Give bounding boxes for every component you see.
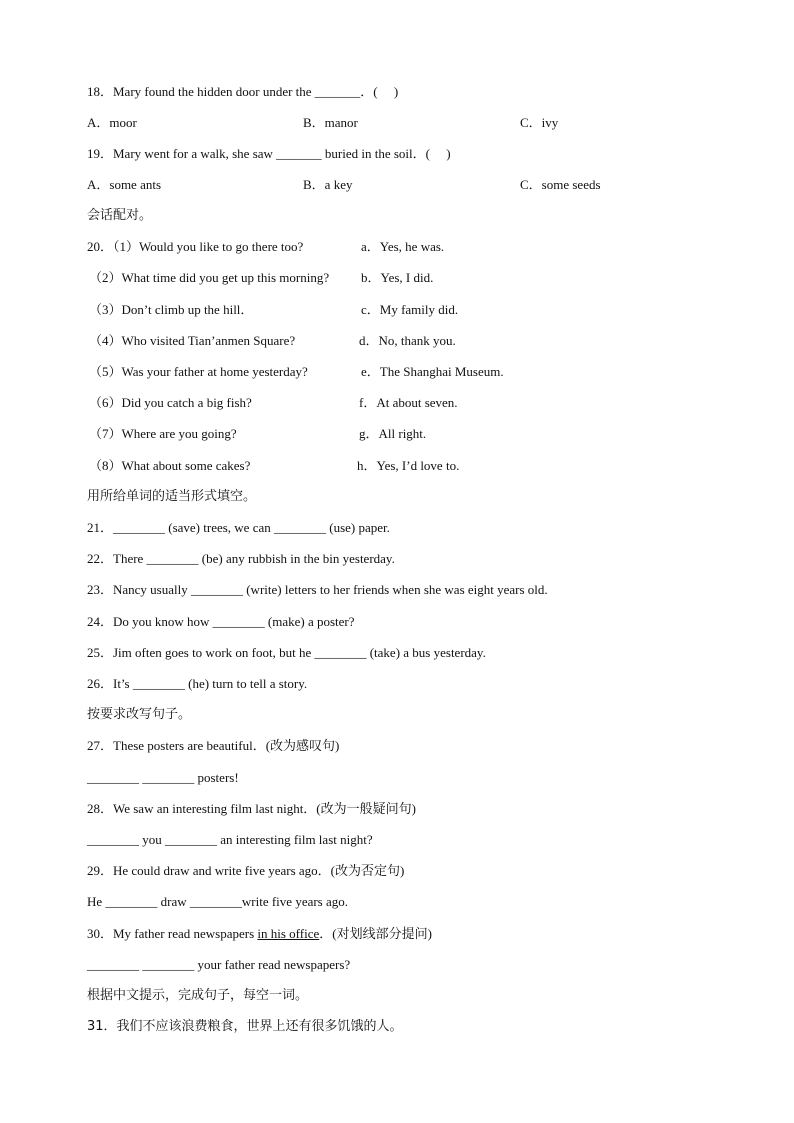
section-heading-complete: 根据中文提示，完成句子，每空一词。 xyxy=(87,988,309,1003)
question-27-answer: ________ ________ posters! xyxy=(87,770,239,785)
match-answer: g．All right. xyxy=(359,426,427,441)
section-heading-matching: 会话配对。 xyxy=(87,208,153,223)
question-28: 28．We saw an interesting film last night．(改为一般疑问句) xyxy=(87,801,416,816)
match-question: （2）What time did you get up this morning? xyxy=(89,270,330,285)
section-heading-fill-in: 用所给单词的适当形式填空。 xyxy=(87,489,257,504)
q18-option-b: B．manor xyxy=(303,115,358,130)
question-30 xyxy=(87,926,432,942)
section-heading-rewrite: 按要求改写句子。 xyxy=(87,707,192,722)
question-23: 23．Nancy usually ________ (write) letters to her friends when she was eight years old. xyxy=(87,582,548,597)
match-answer: f．At about seven. xyxy=(359,395,458,410)
question-29: 29．He could draw and write five years ago．(改为否定句) xyxy=(87,863,405,878)
q30-underlined-phrase: in his office xyxy=(257,926,320,941)
match-answer: a．Yes, he was. xyxy=(361,239,445,254)
match-question: （4）Who visited Tian’anmen Square? xyxy=(89,333,296,348)
question-26: 26．It’s ________ (he) turn to tell a story. xyxy=(87,676,308,691)
q30-instruction: ．(对划线部分提问) xyxy=(319,926,432,941)
q19-option-c: C．some seeds xyxy=(520,177,601,192)
match-question: （3）Don’t climb up the hill． xyxy=(89,302,254,317)
match-answer: d．No, thank you. xyxy=(359,333,456,348)
match-question: （8）What about some cakes? xyxy=(89,458,251,473)
question-18: 18．Mary found the hidden door under the _______．( ) xyxy=(87,84,399,99)
q30-text: 30．My father read newspapers xyxy=(87,926,258,941)
q18-option-a: A．moor xyxy=(87,115,137,130)
question-21: 21．________ (save) trees, we can ________ (use) paper. xyxy=(87,520,390,535)
match-answer: e．The Shanghai Museum. xyxy=(361,364,504,379)
match-answer: b．Yes, I did. xyxy=(361,270,434,285)
match-answer: c．My family did. xyxy=(361,302,459,317)
q19-option-b: B．a key xyxy=(303,177,353,192)
question-22: 22．There ________ (be) any rubbish in the bin yesterday. xyxy=(87,551,395,566)
match-answer: h．Yes, I’d love to. xyxy=(357,458,460,473)
question-27: 27．These posters are beautiful．(改为感叹句) xyxy=(87,738,340,753)
question-28-answer: ________ you ________ an interesting film last night? xyxy=(87,832,373,847)
question-25: 25．Jim often goes to work on foot, but he ________ (take) a bus yesterday. xyxy=(87,645,486,660)
q18-option-c: C．ivy xyxy=(520,115,559,130)
question-31: 31．我们不应该浪费粮食，世界上还有很多饥饿的人。 xyxy=(87,1019,403,1034)
match-question: （5）Was your father at home yesterday? xyxy=(89,364,308,379)
q19-option-a: A．some ants xyxy=(87,177,162,192)
match-question: （6）Did you catch a big fish? xyxy=(89,395,252,410)
question-24: 24．Do you know how ________ (make) a poster? xyxy=(87,614,355,629)
match-question: （7）Where are you going? xyxy=(89,426,237,441)
question-30-answer: ________ ________ your father read newspapers? xyxy=(87,957,351,972)
question-19: 19．Mary went for a walk, she saw _______ buried in the soil．( ) xyxy=(87,146,451,161)
match-question: 20．（1）Would you like to go there too? xyxy=(87,239,304,254)
question-29-answer: He ________ draw ________write five years ago. xyxy=(87,894,349,909)
